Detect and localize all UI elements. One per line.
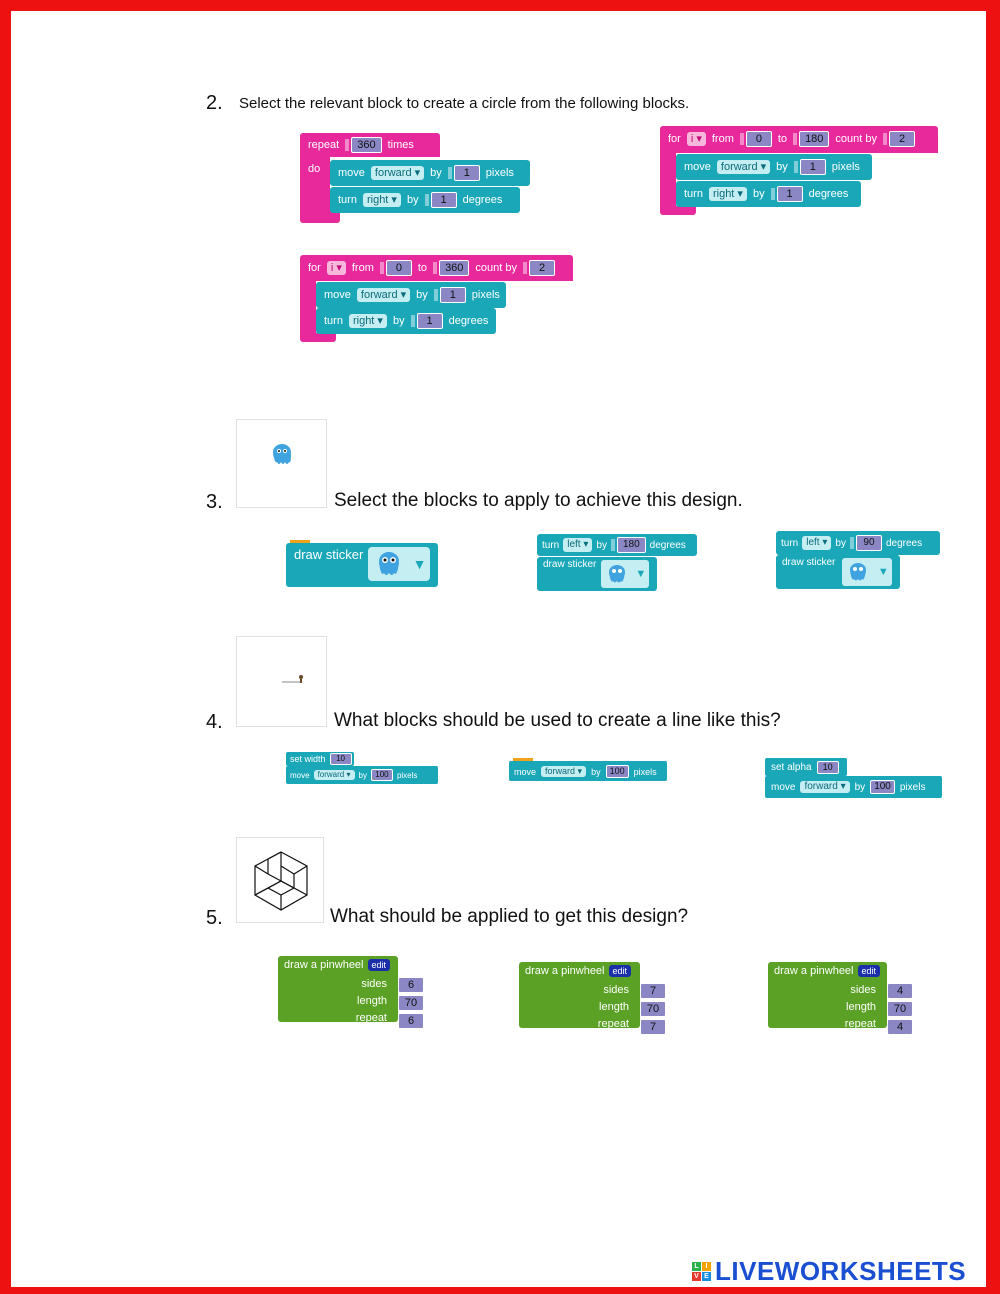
step-value: 2 [889,131,915,147]
length-label: length [357,995,387,1007]
chevron-down-icon: ▼ [635,568,647,580]
question-5-number: 5. [206,907,223,929]
repeat-row [300,133,422,157]
degrees-label: degrees [462,194,503,206]
logo-letter: E [702,1272,711,1281]
for-block-foot [300,333,336,342]
move-value: 1 [440,287,466,303]
forward-dropdown: forward ▾ [371,166,424,180]
turn-label: turn [684,188,703,200]
sides-label: sides [361,978,387,990]
question-4-number: 4. [206,711,223,733]
set-width-value: 10 [330,753,352,765]
by-label: by [776,161,788,173]
move-row [290,769,417,781]
turn-row [316,309,496,333]
repeat-count: 360 [351,137,381,153]
var-dropdown: i ▾ [327,261,346,275]
left-dropdown: left ▾ [802,536,831,550]
by-label: by [416,289,428,301]
move-row [330,161,522,185]
q5-option-pinwheel-6[interactable] [278,956,423,1026]
pinwheel-param-values [398,975,424,1029]
sticker-dropdown [368,547,430,581]
degrees-label: degrees [885,537,923,549]
octopus-sticker-icon [372,549,406,579]
sticker-dropdown [601,560,649,588]
degrees-label: degrees [448,315,489,327]
forward-dropdown: forward ▾ [314,770,355,780]
pinwheel-param-labels [356,976,387,1027]
q3-option-sticker-only[interactable] [286,543,438,589]
question-4-text: What blocks should be used to create a line like this? [334,710,781,731]
forward-dropdown: forward ▾ [541,766,586,777]
turn-value: 180 [617,537,646,553]
logo-text: LIVEWORKSHEETS [715,1256,967,1286]
turn-row [537,533,691,557]
length-value: 70 [398,995,424,1011]
hexagon-pinwheel-icon [237,838,325,924]
forward-dropdown: forward ▾ [800,781,849,793]
q5-option-pinwheel-4[interactable] [768,962,916,1032]
for-row [300,256,563,280]
move-value: 100 [870,780,895,794]
move-label: move [290,770,310,780]
move-label: move [771,781,796,793]
draw-sticker-label: draw sticker [782,557,836,568]
repeat-label: repeat [355,1012,387,1024]
turn-label: turn [324,315,343,327]
move-row [771,780,925,794]
pinwheel-title-row [284,959,390,971]
draw-sticker-label: draw sticker [294,547,364,562]
move-row [514,765,657,778]
count-by-label: count by [835,133,878,145]
pinwheel-param-values [887,981,913,1035]
for-label: for [308,262,321,274]
from-label: from [711,133,734,145]
turn-row [676,182,856,206]
turn-value: 1 [417,313,443,329]
move-label: move [324,289,351,301]
to-value: 360 [439,260,469,276]
degrees-label: degrees [808,188,849,200]
question-2-number: 2. [206,92,223,114]
q2-option-for-180[interactable] [660,126,940,218]
sticker-dropdown [842,558,892,586]
move-label: move [514,766,537,777]
pinwheel-param-labels [845,982,876,1033]
edit-button[interactable]: edit [368,959,391,971]
edit-button[interactable]: edit [858,965,881,977]
logo-squares-icon [692,1262,711,1281]
var-dropdown: i ▾ [687,132,706,146]
logo-letter: L [692,1262,701,1271]
by-label: by [854,781,866,793]
move-value: 1 [454,165,480,181]
chevron-down-icon: ▼ [412,556,427,572]
left-dropdown: left ▾ [563,538,592,552]
repeat-value: 4 [887,1019,913,1035]
question-3-number: 3. [206,491,223,513]
count-by-label: count by [475,262,518,274]
for-block-foot [660,206,696,215]
octopus-sticker-icon [845,560,871,584]
edit-button[interactable]: edit [609,965,632,977]
by-label: by [392,315,405,327]
repeat-label: repeat [844,1018,876,1030]
pixels-label: pixels [899,781,926,793]
for-block-side [660,153,676,208]
for-row [660,127,923,151]
set-alpha-value: 10 [817,761,839,774]
length-label: length [846,1001,876,1013]
length-value: 70 [640,1001,666,1017]
by-label: by [591,766,601,777]
forward-dropdown: forward ▾ [357,288,410,302]
turn-row [330,188,510,212]
pixels-label: pixels [831,161,860,173]
pixels-label: pixels [633,766,657,777]
step-value: 2 [529,260,555,276]
pinwheel-param-values [640,981,666,1035]
chevron-down-icon: ▼ [877,566,889,578]
q4-design-thumbnail [236,636,327,727]
question-5-text: What should be applied to get this design? [330,906,689,927]
by-label: by [596,539,607,551]
question-3-text: Select the blocks to apply to achieve this design. [334,490,743,511]
set-alpha-row [771,761,839,774]
turn-label: turn [542,539,560,551]
move-value: 1 [800,159,826,175]
by-label: by [358,770,367,780]
octopus-sticker-icon [237,420,328,509]
move-label: move [684,161,711,173]
turn-value: 1 [777,186,803,202]
length-value: 70 [887,1001,913,1017]
to-label: to [417,262,428,274]
repeat-value: 6 [398,1013,424,1029]
right-dropdown: right ▾ [363,193,401,207]
turn-row [776,531,927,555]
sides-label: sides [603,984,629,996]
q4-option-set-alpha[interactable] [765,758,943,800]
q5-design-thumbnail [236,837,324,923]
turn-label: turn [338,194,357,206]
repeat-label: repeat [597,1018,629,1030]
set-width-label: set width [290,754,326,764]
right-dropdown: right ▾ [709,187,747,201]
pinwheel-param-labels [598,982,629,1033]
q4-option-set-width[interactable] [286,752,438,786]
move-label: move [338,167,365,179]
logo-letter: V [692,1272,701,1281]
q3-option-turn-180[interactable] [537,534,699,592]
move-row [676,155,868,179]
logo-letter: I [702,1262,711,1271]
octopus-sticker-icon [604,562,630,586]
length-label: length [599,1001,629,1013]
turn-label: turn [781,537,799,549]
pixels-label: pixels [396,770,418,780]
pinwheel-title-row [525,965,631,977]
sides-label: sides [850,984,876,996]
set-width-row [290,753,352,765]
turn-value: 90 [856,535,882,551]
for-block-side [300,281,316,336]
q5-option-pinwheel-7[interactable] [519,962,669,1032]
do-label: do [308,163,321,175]
q2-option-for-360[interactable] [300,255,575,345]
from-value: 0 [386,260,412,276]
to-label: to [777,133,788,145]
sides-value: 7 [640,983,666,999]
repeat-label: repeat [308,139,340,151]
from-value: 0 [746,131,772,147]
by-label: by [752,188,765,200]
question-2-text: Select the relevant block to create a circle from the following blocks. [239,95,690,112]
line-drawing-icon [237,637,328,728]
to-value: 180 [799,131,829,147]
right-dropdown: right ▾ [349,314,387,328]
by-label: by [430,167,442,179]
move-row [316,283,508,307]
pixels-label: pixels [471,289,500,301]
q3-option-turn-90[interactable] [776,531,942,591]
set-alpha-label: set alpha [771,762,812,773]
pinwheel-title: draw a pinwheel [525,965,605,977]
times-label: times [387,139,414,151]
by-label: by [406,194,419,206]
by-label: by [835,537,846,549]
pinwheel-title: draw a pinwheel [284,959,364,971]
liveworksheets-logo [692,1256,966,1287]
q2-option-repeat[interactable] [300,133,535,225]
from-label: from [351,262,374,274]
pinwheel-title: draw a pinwheel [774,965,854,977]
degrees-label: degrees [649,539,686,551]
repeat-value: 7 [640,1019,666,1035]
q3-design-thumbnail [236,419,327,508]
pixels-label: pixels [485,167,514,179]
move-value: 100 [371,769,393,781]
sides-value: 4 [887,983,913,999]
forward-dropdown: forward ▾ [717,160,770,174]
for-label: for [668,133,681,145]
move-value: 100 [606,765,629,778]
pinwheel-title-row [774,965,880,977]
draw-sticker-label: draw sticker [543,559,597,570]
q4-option-move-only[interactable] [509,761,669,783]
sides-value: 6 [398,977,424,993]
turn-value: 1 [431,192,457,208]
